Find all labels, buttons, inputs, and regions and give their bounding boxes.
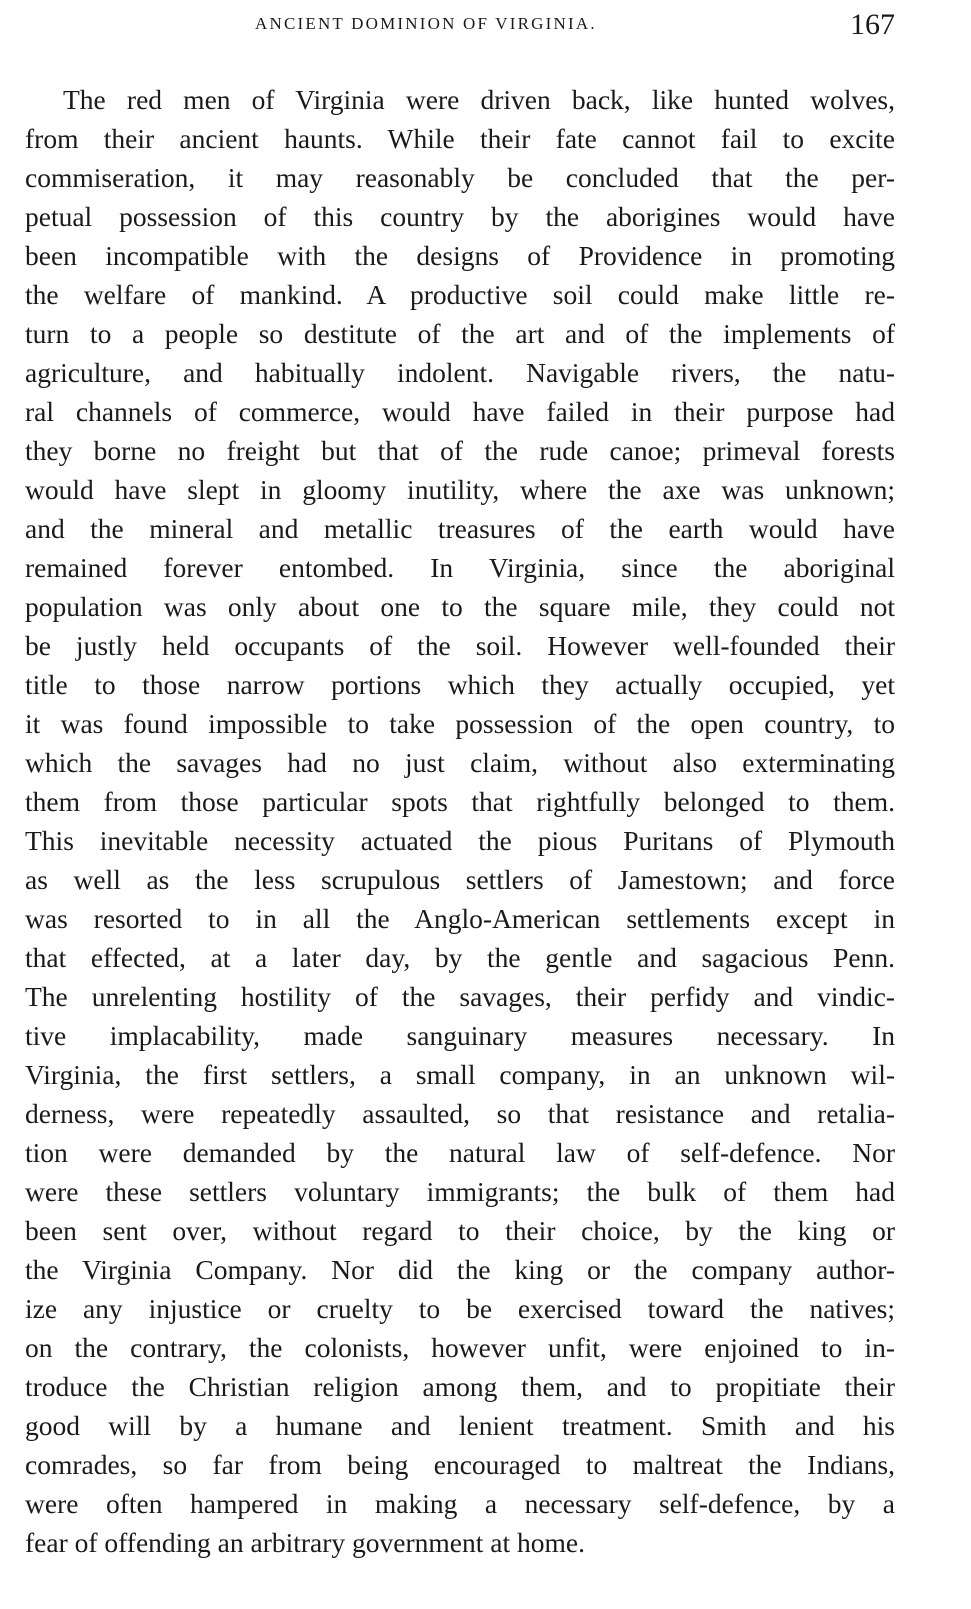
text-line: on the contrary, the colonists, however unfit, were enjoined to in- [25, 1332, 895, 1363]
text-line: were often hampered in making a necessary self-defence, by a [25, 1488, 895, 1519]
body-paragraph [25, 80, 895, 1562]
text-line: fear of offending an arbitrary government at home. [25, 1527, 585, 1558]
page-number: 167 [850, 8, 895, 41]
running-title: ANCIENT DOMINION OF VIRGINIA. [255, 14, 597, 33]
text-line: been incompatible with the designs of Providence in promoting [25, 240, 895, 271]
text-line: from their ancient haunts. While their fate cannot fail to excite [25, 123, 895, 154]
text-line: been sent over, without regard to their choice, by the king or [25, 1215, 895, 1246]
text-line: petual possession of this country by the aborigines would have [25, 201, 895, 232]
text-line: ral channels of commerce, would have failed in their purpose had [25, 396, 895, 427]
text-line: tive implacability, made sanguinary measures necessary. In [25, 1020, 895, 1051]
text-line: tion were demanded by the natural law of self-defence. Nor [25, 1137, 895, 1168]
text-line: Virginia, the first settlers, a small company, in an unknown wil- [25, 1059, 895, 1090]
text-line: remained forever entombed. In Virginia, since the aboriginal [25, 552, 895, 583]
text-line: the Virginia Company. Nor did the king or the company author- [25, 1254, 895, 1285]
text-line: that effected, at a later day, by the gentle and sagacious Penn. [25, 942, 895, 973]
text-line: good will by a humane and lenient treatment. Smith and his [25, 1410, 895, 1441]
text-line: be justly held occupants of the soil. However well-founded their [25, 630, 895, 661]
text-line: were these settlers voluntary immigrants; the bulk of them had [25, 1176, 895, 1207]
text-line: title to those narrow portions which they actually occupied, yet [25, 669, 895, 700]
text-line: which the savages had no just claim, without also exterminating [25, 747, 895, 778]
text-line: comrades, so far from being encouraged to maltreat the Indians, [25, 1449, 895, 1480]
text-line: would have slept in gloomy inutility, where the axe was unknown; [25, 474, 895, 505]
text-line: as well as the less scrupulous settlers of Jamestown; and force [25, 864, 895, 895]
text-line: commiseration, it may reasonably be concluded that the per- [25, 162, 895, 193]
text-line: and the mineral and metallic treasures of the earth would have [25, 513, 895, 544]
text-line: was resorted to in all the Anglo-American settlements except in [25, 903, 895, 934]
text-line: troduce the Christian religion among them, and to propitiate their [25, 1371, 895, 1402]
text-line: agriculture, and habitually indolent. Navigable rivers, the natu- [25, 357, 895, 388]
text-line: it was found impossible to take possession of the open country, to [25, 708, 895, 739]
text-line: The red men of Virginia were driven back, like hunted wolves, [63, 84, 895, 115]
text-line: The unrelenting hostility of the savages, their perfidy and vindic- [25, 981, 895, 1012]
text-line: ize any injustice or cruelty to be exercised toward the natives; [25, 1293, 895, 1324]
text-line: population was only about one to the square mile, they could not [25, 591, 895, 622]
running-head [25, 8, 895, 46]
text-line: they borne no freight but that of the rude canoe; primeval forests [25, 435, 895, 466]
text-line: turn to a people so destitute of the art and of the implements of [25, 318, 895, 349]
text-line: them from those particular spots that rightfully belonged to them. [25, 786, 895, 817]
text-line: derness, were repeatedly assaulted, so that resistance and retalia- [25, 1098, 895, 1129]
text-line: the welfare of mankind. A productive soil could make little re- [25, 279, 895, 310]
text-line: This inevitable necessity actuated the pious Puritans of Plymouth [25, 825, 895, 856]
